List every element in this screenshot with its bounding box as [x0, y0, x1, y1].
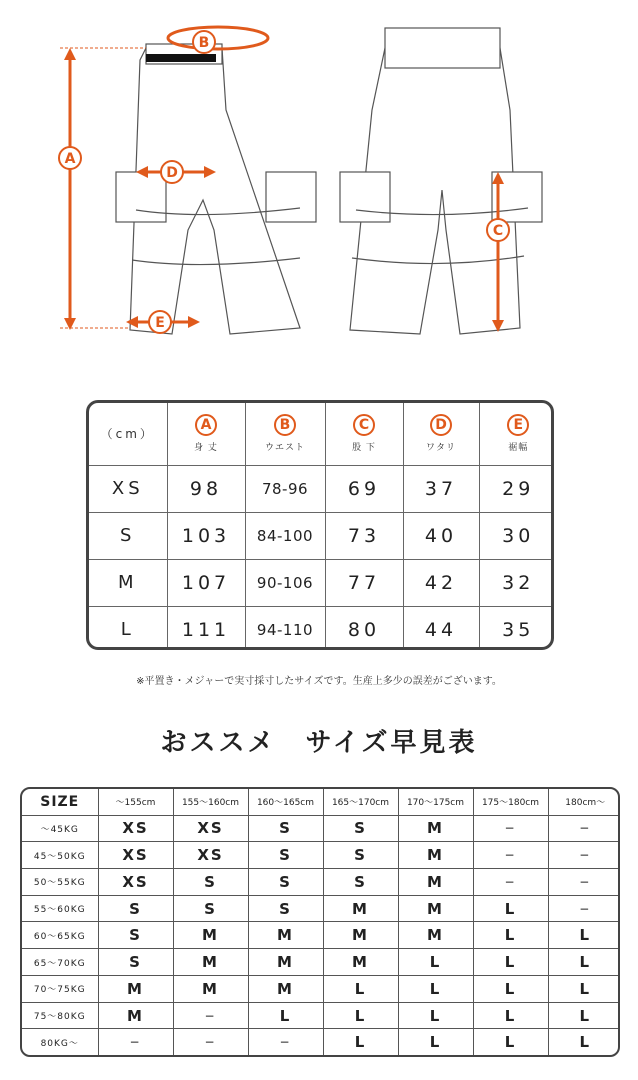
reco-size-cell: L	[548, 922, 620, 949]
label-c: C	[492, 223, 504, 239]
reco-corner-label: SIZE	[22, 789, 98, 815]
reco-size-cell: L	[548, 949, 620, 976]
header-name-e: 裾幅	[508, 443, 529, 454]
measurement-header-row	[89, 403, 554, 465]
reco-height-header: 〜155cm	[98, 789, 173, 815]
reco-size-cell: S	[323, 815, 398, 842]
reco-size-cell: L	[548, 1002, 620, 1029]
reco-size-cell: M	[398, 815, 473, 842]
front-left-pocket	[116, 172, 166, 222]
value-cell: 44	[403, 606, 479, 650]
reco-height-header: 180cm〜	[548, 789, 620, 815]
reco-size-cell: L	[398, 1002, 473, 1029]
label-a: A	[64, 151, 76, 167]
reco-size-cell: S	[323, 868, 398, 895]
reco-size-cell: XS	[173, 815, 248, 842]
reco-height-header: 160〜165cm	[248, 789, 323, 815]
value-cell: 40	[403, 512, 479, 559]
reco-size-cell: S	[98, 949, 173, 976]
label-d: D	[166, 165, 178, 181]
reco-size-cell: L	[323, 1029, 398, 1055]
reco-size-cell: −	[98, 1029, 173, 1055]
reco-size-cell: M	[173, 949, 248, 976]
reco-weight-label: 80KG〜	[22, 1029, 98, 1055]
header-letter-c: C	[353, 414, 375, 436]
reco-size-cell: S	[98, 895, 173, 922]
reco-height-header: 175〜180cm	[473, 789, 548, 815]
value-cell: 98	[167, 465, 245, 512]
reco-size-cell: M	[398, 868, 473, 895]
value-cell: 78-96	[245, 465, 325, 512]
header-letter-b: B	[274, 414, 296, 436]
reco-height-header: 165〜170cm	[323, 789, 398, 815]
reco-size-cell: M	[323, 949, 398, 976]
reco-size-cell: S	[323, 842, 398, 869]
reco-size-cell: −	[548, 815, 620, 842]
value-cell: 111	[167, 606, 245, 650]
reco-weight-label: 60〜65KG	[22, 922, 98, 949]
header-e	[479, 403, 554, 465]
reco-row	[22, 922, 620, 949]
reco-size-cell: L	[473, 1002, 548, 1029]
value-cell: 32	[479, 559, 554, 606]
reco-weight-label: 55〜60KG	[22, 895, 98, 922]
reco-size-cell: XS	[98, 842, 173, 869]
value-cell: 94-110	[245, 606, 325, 650]
measurement-row-s	[89, 512, 554, 559]
reco-weight-label: 45〜50KG	[22, 842, 98, 869]
reco-size-cell: M	[173, 975, 248, 1002]
reco-size-cell: XS	[98, 868, 173, 895]
reco-size-cell: −	[173, 1002, 248, 1029]
reco-size-cell: S	[173, 868, 248, 895]
reco-size-cell: L	[473, 949, 548, 976]
header-d	[403, 403, 479, 465]
reco-weight-label: 75〜80KG	[22, 1002, 98, 1029]
measurement-row-l	[89, 606, 554, 650]
value-cell: 73	[325, 512, 403, 559]
value-cell: 103	[167, 512, 245, 559]
reco-weight-label: 50〜55KG	[22, 868, 98, 895]
reco-size-cell: L	[473, 975, 548, 1002]
quick-size-title: おススメ サイズ早見表	[160, 728, 478, 758]
value-cell: 84-100	[245, 512, 325, 559]
value-cell: 77	[325, 559, 403, 606]
reco-row	[22, 895, 620, 922]
reco-size-cell: S	[248, 842, 323, 869]
reco-row	[22, 868, 620, 895]
reco-size-cell: M	[173, 922, 248, 949]
reco-size-cell: −	[548, 868, 620, 895]
reco-size-cell: −	[473, 868, 548, 895]
reco-size-cell: M	[248, 949, 323, 976]
reco-size-cell: L	[398, 949, 473, 976]
header-a	[167, 403, 245, 465]
reco-size-cell: L	[323, 1002, 398, 1029]
front-right-pocket	[266, 172, 316, 222]
measurement-note: ※平置き・メジャーで実寸採寸したサイズです。生産上多少の誤差がございます。	[136, 676, 502, 687]
reco-size-cell: L	[548, 1029, 620, 1055]
value-cell: 90-106	[245, 559, 325, 606]
size-label: XS	[89, 465, 167, 512]
reco-size-cell: M	[398, 895, 473, 922]
header-name-a: 身 丈	[194, 443, 218, 454]
value-cell: 69	[325, 465, 403, 512]
reco-row	[22, 842, 620, 869]
reco-size-cell: −	[173, 1029, 248, 1055]
reco-size-cell: L	[548, 975, 620, 1002]
reco-size-cell: M	[398, 842, 473, 869]
reco-row	[22, 949, 620, 976]
pants-diagram	[0, 0, 638, 370]
header-name-b: ウエスト	[264, 443, 305, 454]
measurement-table	[86, 400, 554, 650]
size-label: M	[89, 559, 167, 606]
reco-size-cell: M	[248, 922, 323, 949]
reco-size-cell: L	[398, 975, 473, 1002]
value-cell: 30	[479, 512, 554, 559]
reco-size-cell: L	[323, 975, 398, 1002]
reco-size-cell: L	[473, 895, 548, 922]
reco-size-cell: XS	[173, 842, 248, 869]
unit-label: （cm）	[89, 403, 167, 465]
value-cell: 107	[167, 559, 245, 606]
reco-size-cell: −	[548, 842, 620, 869]
header-name-c: 股 下	[352, 443, 376, 454]
reco-size-cell: XS	[98, 815, 173, 842]
value-cell: 42	[403, 559, 479, 606]
measurement-row-m	[89, 559, 554, 606]
reco-size-cell: L	[398, 1029, 473, 1055]
label-b: B	[198, 35, 210, 51]
reco-header-row	[22, 789, 620, 815]
reco-row	[22, 1002, 620, 1029]
reco-size-cell: S	[248, 815, 323, 842]
value-cell: 80	[325, 606, 403, 650]
label-e: E	[155, 315, 165, 331]
reco-row	[22, 815, 620, 842]
reco-size-cell: S	[248, 895, 323, 922]
reco-row	[22, 1029, 620, 1055]
value-cell: 29	[479, 465, 554, 512]
reco-size-cell: M	[98, 1002, 173, 1029]
reco-size-cell: L	[473, 1029, 548, 1055]
value-cell: 37	[403, 465, 479, 512]
reco-size-cell: −	[548, 895, 620, 922]
reco-size-cell: S	[248, 868, 323, 895]
belt-strap	[146, 54, 216, 62]
reco-size-cell: M	[98, 975, 173, 1002]
measurement-row-xs	[89, 465, 554, 512]
reco-weight-label: 〜45KG	[22, 815, 98, 842]
header-b	[245, 403, 325, 465]
reco-size-cell: M	[323, 922, 398, 949]
back-waistband	[385, 28, 500, 68]
reco-size-cell: M	[248, 975, 323, 1002]
reco-weight-label: 70〜75KG	[22, 975, 98, 1002]
reco-row	[22, 975, 620, 1002]
reco-weight-label: 65〜70KG	[22, 949, 98, 976]
reco-size-cell: L	[248, 1002, 323, 1029]
header-name-d: ワタリ	[426, 443, 456, 454]
reco-size-cell: M	[323, 895, 398, 922]
recommendation-table	[20, 787, 620, 1057]
header-letter-a: A	[195, 414, 217, 436]
reco-size-cell: −	[473, 842, 548, 869]
value-cell: 35	[479, 606, 554, 650]
reco-size-cell: L	[473, 922, 548, 949]
reco-height-header: 155〜160cm	[173, 789, 248, 815]
reco-size-cell: M	[398, 922, 473, 949]
header-c	[325, 403, 403, 465]
back-left-pocket	[340, 172, 390, 222]
reco-size-cell: −	[248, 1029, 323, 1055]
reco-size-cell: S	[98, 922, 173, 949]
size-label: S	[89, 512, 167, 559]
header-letter-d: D	[430, 414, 452, 436]
size-label: L	[89, 606, 167, 650]
reco-size-cell: S	[173, 895, 248, 922]
header-letter-e: E	[507, 414, 529, 436]
reco-height-header: 170〜175cm	[398, 789, 473, 815]
reco-size-cell: −	[473, 815, 548, 842]
